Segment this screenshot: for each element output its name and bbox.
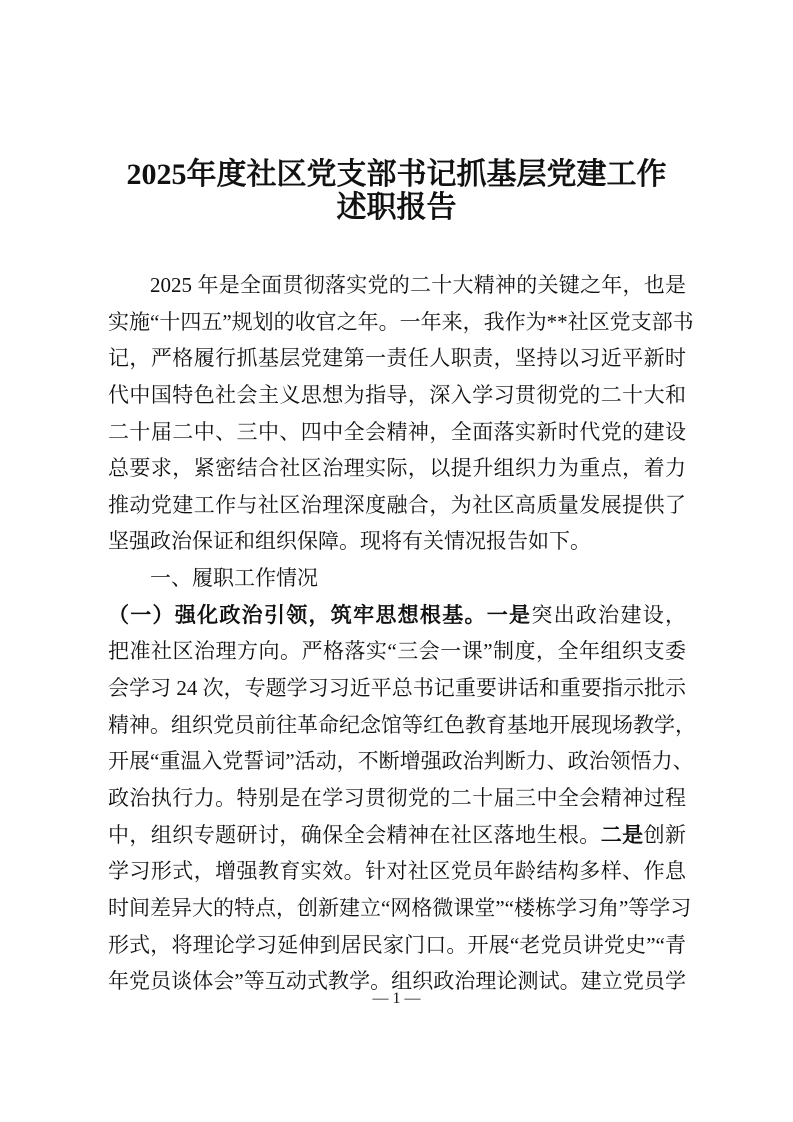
text-segment: 2025 年是全面贯彻落实党的二十大精神的关键之年，也是: [150, 273, 686, 297]
text-segment: 把准社区治理方向。严格落实“三会一课”制度，全年组织支委: [108, 639, 686, 664]
bold-text: （一）强化政治引领，筑牢思想根基。一是: [108, 602, 532, 627]
document-title: 2025年度社区党支部书记抓基层党建工作: [126, 158, 667, 191]
text-line: [108, 450, 686, 487]
text-line: [108, 487, 686, 524]
text-line: [108, 414, 686, 451]
text-segment: 坚强政治保证和组织保障。现将有关情况报告如下。: [108, 529, 591, 554]
text-line: [108, 743, 694, 780]
text-segment: 总要求，紧密结合社区治理实际，以提升组织力为重点，着力: [108, 456, 686, 481]
text-segment: 学习形式，增强教育实效。针对社区党员年龄结构多样、作息: [108, 859, 686, 884]
text-segment: 开展“重温入党誓词”活动，不断增强政治判断力、政治领悟力、: [108, 749, 694, 774]
text-line: [108, 707, 696, 744]
text-line: [108, 633, 686, 670]
text-segment: 实施“十四五”规划的收官之年。一年来，我作为**社区党支部书: [108, 309, 694, 334]
text-line: [108, 817, 686, 854]
document-body: [108, 267, 696, 1000]
text-segment: 突出政治建设，: [531, 602, 687, 627]
text-segment: 政治执行力。特别是在学习贯彻党的二十届三中全会精神过程: [108, 785, 686, 810]
document-title-line2: 述职报告: [336, 191, 457, 224]
bold-text: 二是: [600, 822, 644, 847]
text-segment: 记，严格履行抓基层党建第一责任人职责，坚持以习近平新时: [108, 346, 686, 371]
text-line: [108, 340, 686, 377]
text-segment: 时间差异大的特点，创新建立“网格微课堂”“楼栋学习角”等学习: [108, 895, 692, 920]
text-segment: 会学习 24 次，专题学习习近平总书记重要讲话和重要指示批示: [108, 676, 686, 701]
text-line: [108, 560, 686, 597]
text-line: [108, 670, 686, 707]
text-segment: 形式，将理论学习延伸到居民家门口。开展“老党员讲党史”“青: [108, 932, 686, 957]
page-number: — 1 —: [372, 990, 421, 1007]
text-segment: 推动党建工作与社区治理深度融合，为社区高质量发展提供了: [108, 492, 686, 517]
text-segment: 创新: [643, 822, 687, 847]
text-segment: 代中国特色社会主义思想为指导，深入学习贯彻党的二十大和: [108, 382, 686, 407]
text-line: [108, 304, 694, 341]
text-line: [108, 267, 686, 304]
text-line: [108, 780, 686, 817]
text-line: [108, 927, 686, 964]
text-line: [108, 853, 686, 890]
text-line: [108, 597, 686, 634]
text-segment: 精神。组织党员前往革命纪念馆等红色教育基地开展现场教学，: [108, 712, 696, 737]
text-line: [108, 523, 686, 560]
text-segment: 年党员谈体会”等互动式教学。组织政治理论测试。建立党员学: [108, 969, 686, 994]
text-segment: 二十届二中、三中、四中全会精神，全面落实新时代党的建设: [108, 419, 686, 444]
text-line: [108, 377, 686, 414]
text-segment: 一、履职工作情况: [150, 566, 318, 591]
text-line: [108, 890, 692, 927]
text-segment: 中，组织专题研讨，确保全会精神在社区落地生根。: [108, 822, 601, 847]
